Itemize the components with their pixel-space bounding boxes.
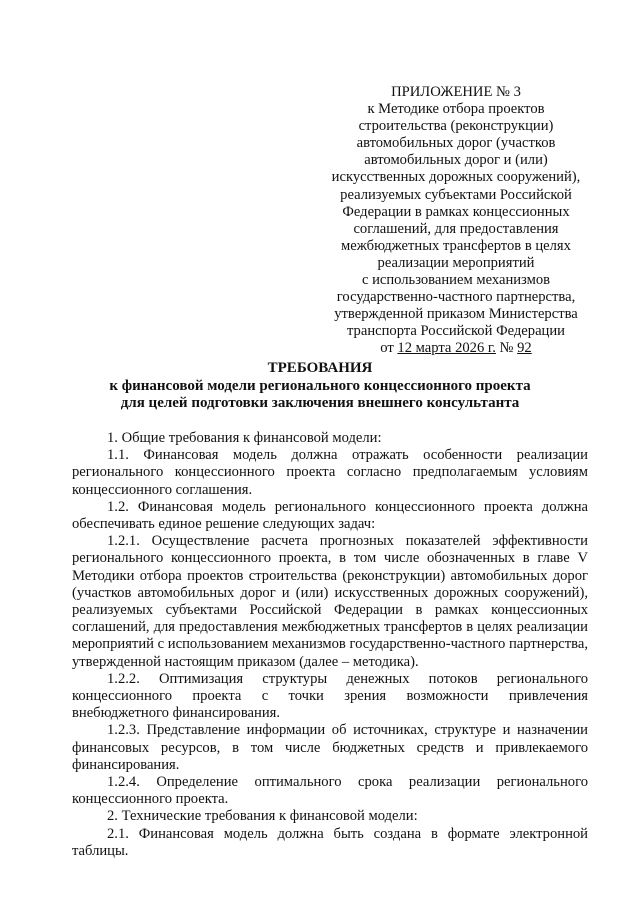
appendix-line: ПРИЛОЖЕНИЕ № 3 [391, 84, 521, 100]
appendix-line: государственно-частного партнерства, [336, 289, 576, 306]
order-number: 92 [517, 340, 532, 357]
date-prefix: от [380, 340, 398, 357]
title-line-2: к финансовой модели регионального концессионного проекта [109, 377, 531, 394]
appendix-line: с использованием механизмов [361, 272, 551, 289]
appendix-line: соглашений, для предоставления [353, 220, 559, 237]
paragraph: 2. Технические требования к финансовой модели: [107, 808, 418, 825]
order-date-line [322, 340, 590, 357]
appendix-line: утвержденной приказом Министерства [334, 306, 578, 323]
paragraph: 1.1. Финансовая модель должна отражать особенности реализации регионального концессионного проекта согласно предполагаемым условиям концессионного соглашения. [72, 447, 588, 498]
document-body [72, 430, 588, 860]
paragraph: 1.2.2. Оптимизация структуры денежных потоков регионального концессионного проекта с точки зрения возможности привлечения внебюджетного финансирования. [72, 670, 588, 722]
document-title [0, 360, 640, 413]
appendix-line: Федерации в рамках концессионных [342, 203, 570, 220]
appendix-line: реализации мероприятий [377, 254, 535, 271]
appendix-line: искусственных дорожных сооружений), [331, 169, 581, 186]
number-prefix: № [495, 340, 518, 357]
appendix-line: автомобильных дорог (участков [356, 135, 556, 152]
title-line-1: ТРЕБОВАНИЯ [267, 360, 373, 376]
paragraph: 1. Общие требования к финансовой модели: [107, 430, 382, 446]
appendix-line: реализуемых субъектами Российской [340, 186, 572, 203]
appendix-line: транспорта Российской Федерации [346, 323, 565, 340]
title-line-3: для целей подготовки заключения внешнего консультанта [120, 395, 520, 411]
paragraph: 1.2.3. Представление информации об источниках, структуре и назначении финансовых ресурсов, в том числе бюджетных средств и привлекаемого финансирования. [72, 722, 588, 773]
paragraph: 2.1. Финансовая модель должна быть создана в формате электронной таблицы. [72, 825, 588, 859]
paragraph: 1.2. Финансовая модель регионального концессионного проекта должна обеспечивать единое решение следующих задач: [72, 498, 588, 533]
appendix-line: межбюджетных трансфертов в целях [341, 237, 571, 254]
appendix-header [322, 84, 590, 358]
appendix-line: автомобильных дорог и (или) [364, 152, 548, 169]
paragraph: 1.2.4. Определение оптимального срока реализации регионального концессионного проекта. [72, 774, 588, 808]
order-date: 12 марта 2026 г. [397, 340, 496, 357]
appendix-line: к Методике отбора проектов [367, 101, 545, 118]
paragraph: 1.2.1. Осуществление расчета прогнозных показателей эффективности регионального концессионного проекта, в том числе обозначенных в главе V Методики отбора проектов строительства (реконструкции) автомобильных дорог (участков автомобильных дорог и (или) искусственных дорожных сооружений), реализуемых субъектами Российской Федерации в рамках концессионных соглашений, для предоставления межбюджетных трансфертов в целях реализации мероприятий с использованием механизмов государственно-частного партнерства, утвержденной настоящим приказом (далее – методика). [72, 533, 588, 670]
appendix-line: строительства (реконструкции) [358, 118, 554, 135]
